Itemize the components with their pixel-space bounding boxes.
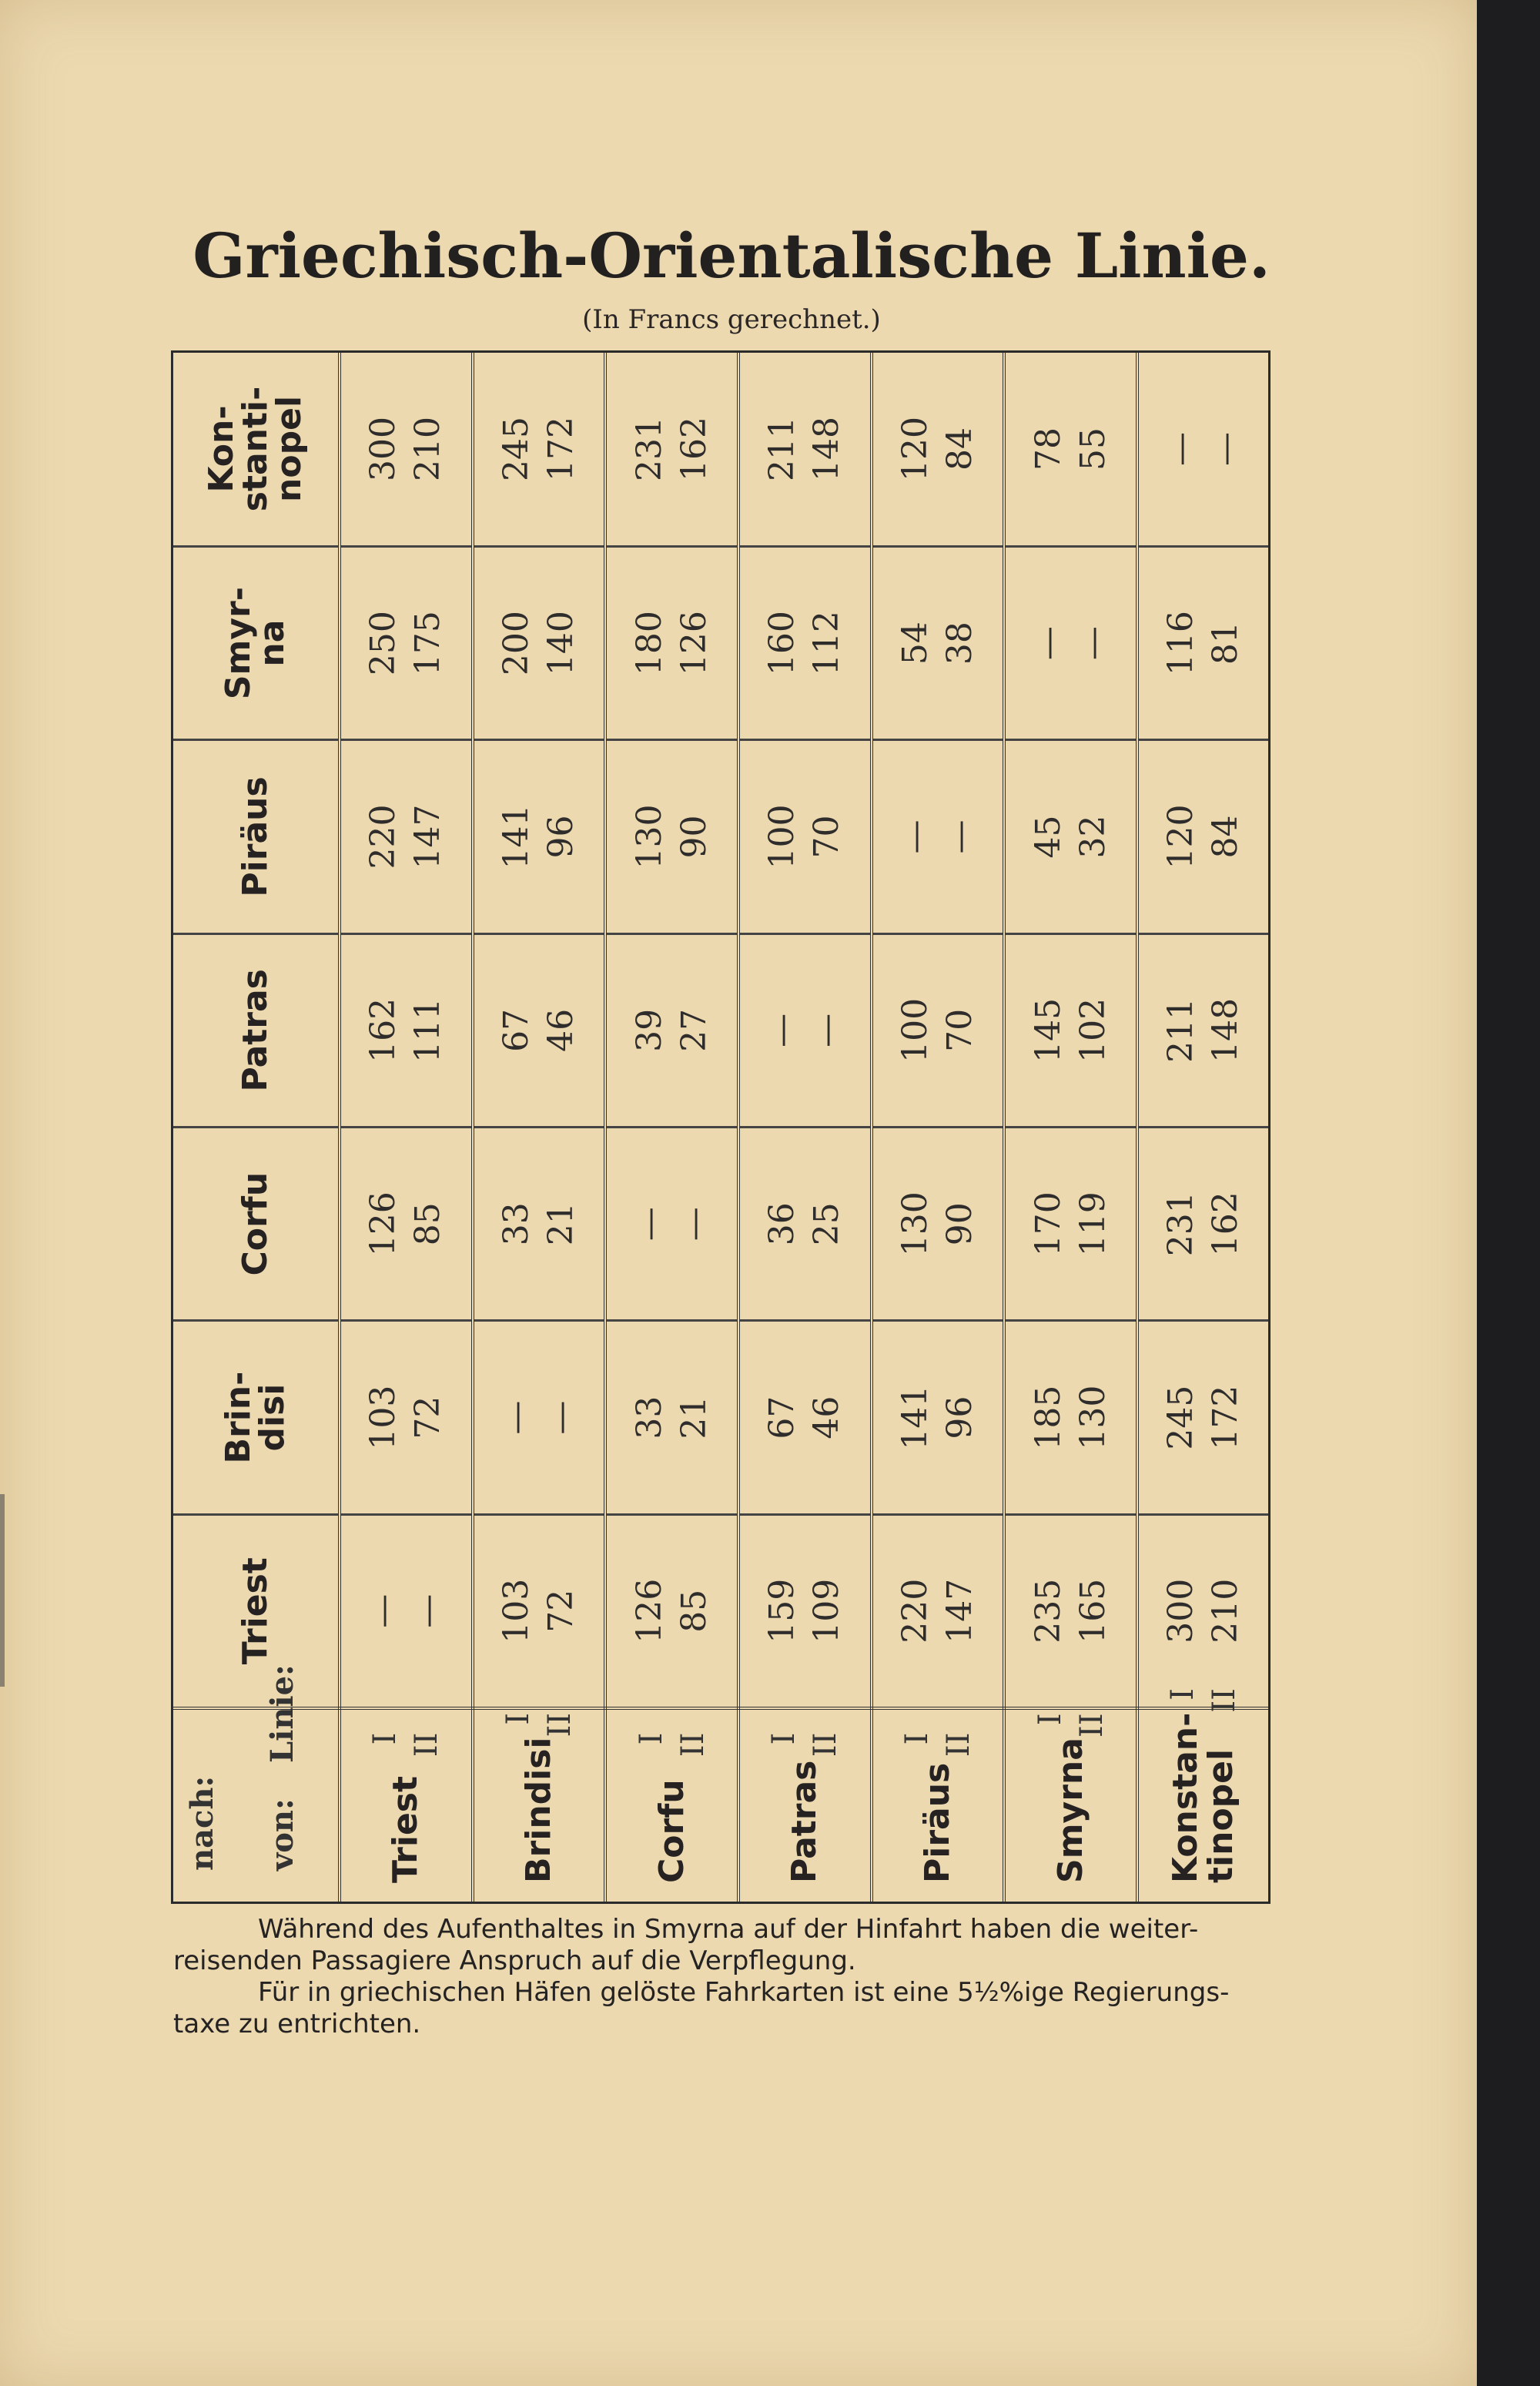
fare-cell (340, 1128, 473, 1321)
fare-cell (340, 353, 473, 546)
footnote-2: Für in griechischen Häfen gelöste Fahrkarten ist eine 5½%ige Regierungs-taxe zu entrichten. (173, 1977, 1230, 2039)
fare-class-1: 54 (896, 622, 936, 665)
fare-class-2: — (807, 1013, 847, 1047)
fare-class-1: 170 (1028, 1191, 1068, 1257)
fare-cell (1137, 353, 1268, 546)
table-row (605, 353, 738, 1902)
line-labels (763, 1710, 846, 1758)
fare-class-1: 245 (497, 416, 537, 481)
fare-class-2: — (541, 1400, 581, 1435)
fare-cell (872, 353, 1005, 546)
fare-cell (1004, 1321, 1137, 1514)
fare-class-2: 126 (674, 611, 714, 676)
fare-class-2: 147 (940, 1578, 980, 1644)
line-label: II (808, 1732, 844, 1758)
fare-class-1: — (1028, 626, 1068, 661)
fare-class-1: 211 (1161, 997, 1201, 1063)
row-label-wrap (873, 1710, 1003, 1902)
line-labels (364, 1710, 447, 1758)
line-labels (1162, 1665, 1245, 1713)
label-nach: nach: (184, 1775, 220, 1871)
fare-class-1: 160 (762, 611, 802, 676)
fare-class-1: 100 (896, 997, 936, 1063)
fare-class-1: 300 (363, 416, 403, 481)
fare-cell (340, 546, 473, 739)
fare-class-2: 25 (807, 1202, 847, 1246)
fare-class-1: 78 (1028, 427, 1068, 471)
fare-class-2: 85 (674, 1589, 714, 1633)
fare-class-2: 90 (940, 1202, 980, 1246)
table-row (872, 353, 1005, 1902)
table-header-labels (173, 1664, 340, 1902)
fare-cell (473, 933, 606, 1127)
fare-cell (340, 740, 473, 933)
page-title: Griechisch-Orientalische Linie. (192, 219, 1270, 292)
footnotes (173, 1914, 1274, 2040)
fare-cell (605, 1128, 738, 1321)
fare-class-2: 162 (1206, 1191, 1246, 1257)
fare-cell (872, 933, 1005, 1127)
fare-cell (738, 546, 872, 739)
fare-cell (1004, 546, 1137, 739)
row-label (738, 1708, 872, 1902)
fare-class-1: 45 (1028, 815, 1068, 859)
fare-class-2: 21 (674, 1396, 714, 1439)
fare-class-2: 112 (807, 611, 847, 676)
line-label: I (1165, 1688, 1201, 1701)
column-header-text: Triest (236, 1557, 275, 1665)
fare-class-2: 175 (408, 611, 448, 676)
row-label (340, 1708, 473, 1902)
fare-class-2: 172 (541, 416, 581, 481)
line-label: I (633, 1732, 669, 1745)
fare-cell (473, 546, 606, 739)
fare-class-1: 235 (1028, 1578, 1068, 1644)
fare-class-2: 162 (674, 416, 714, 481)
fare-class-1: 211 (762, 416, 802, 481)
fare-cell (1004, 740, 1137, 933)
fare-class-1: 145 (1028, 997, 1068, 1063)
fare-class-2: 84 (940, 427, 980, 471)
line-label: II (1073, 1713, 1110, 1738)
table-row (1137, 353, 1268, 1902)
fare-class-1: 220 (363, 804, 403, 870)
fare-class-2: — (408, 1593, 448, 1628)
origin-city: Smyrna (1050, 1738, 1090, 1883)
column-header (173, 546, 340, 739)
line-labels (497, 1690, 581, 1738)
fare-class-1: 141 (497, 804, 537, 870)
table-row (473, 353, 606, 1902)
fare-class-2: 148 (1206, 997, 1246, 1063)
line-label: II (941, 1732, 977, 1758)
row-label-wrap (1006, 1710, 1136, 1902)
binding-mark (0, 1494, 5, 1687)
column-header (173, 353, 340, 546)
fare-table-frame (171, 350, 1270, 1904)
row-label (605, 1708, 738, 1902)
fare-cell (1137, 546, 1268, 739)
fare-class-1: 141 (896, 1385, 936, 1450)
fare-cell (872, 1321, 1005, 1514)
fare-table (173, 353, 1268, 1902)
fare-class-1: — (762, 1013, 802, 1047)
fare-class-1: 250 (363, 611, 403, 676)
row-label (1004, 1708, 1137, 1902)
line-label: I (367, 1732, 403, 1745)
fare-class-2: 46 (807, 1396, 847, 1439)
fare-class-1: 33 (497, 1202, 537, 1246)
fare-class-2: 72 (541, 1589, 581, 1633)
fare-class-2: 130 (1073, 1385, 1113, 1450)
fare-class-2: 84 (1206, 815, 1246, 859)
fare-class-2: 210 (408, 416, 448, 481)
fare-cell (605, 1321, 738, 1514)
fare-class-2: 210 (1206, 1578, 1246, 1644)
fare-class-2: 111 (408, 997, 448, 1063)
fare-cell (738, 1514, 872, 1707)
fare-class-1: 103 (497, 1578, 537, 1644)
fare-class-1: — (629, 1207, 669, 1242)
fare-cell (340, 1321, 473, 1514)
fare-class-1: 120 (1161, 804, 1201, 870)
fare-class-2: 72 (408, 1396, 448, 1439)
fare-class-1: 159 (762, 1578, 802, 1644)
table-header-row (173, 353, 340, 1902)
fare-class-1: 39 (629, 1008, 669, 1052)
row-label (872, 1708, 1005, 1902)
fare-cell (738, 1321, 872, 1514)
fare-class-2: 27 (674, 1008, 714, 1052)
origin-city: Patras (785, 1760, 825, 1883)
column-header-text: Patras (236, 969, 275, 1092)
fare-class-1: 103 (363, 1385, 403, 1450)
fare-class-2: 70 (940, 1008, 980, 1052)
row-label (473, 1708, 606, 1902)
fare-class-2: 140 (541, 611, 581, 676)
line-labels (631, 1710, 714, 1758)
column-header-text: Corfu (236, 1171, 275, 1276)
fare-cell (872, 546, 1005, 739)
fare-class-1: 231 (1161, 1191, 1201, 1257)
fare-cell (340, 1514, 473, 1707)
fare-class-2: 38 (940, 622, 980, 665)
fare-cell (1137, 1321, 1268, 1514)
fare-cell (1137, 1128, 1268, 1321)
fare-class-2: 148 (807, 416, 847, 481)
origin-city: Piräus (918, 1762, 958, 1883)
fare-class-2: 102 (1073, 997, 1113, 1063)
fare-class-1: 33 (629, 1396, 669, 1439)
line-label: II (409, 1732, 445, 1758)
fare-class-2: 21 (541, 1202, 581, 1246)
table-body (340, 353, 1268, 1902)
row-label (1137, 1688, 1268, 1902)
column-header-text: Brin- disi (219, 1371, 292, 1464)
fare-class-2: 96 (541, 815, 581, 859)
fare-class-2: 147 (408, 804, 448, 870)
fare-class-2: 165 (1073, 1578, 1113, 1644)
label-linie: Linie: (264, 1664, 300, 1763)
fare-cell (1004, 933, 1137, 1127)
fare-class-1: — (363, 1593, 403, 1628)
fare-class-1: 180 (629, 611, 669, 676)
fare-cell (1137, 740, 1268, 933)
fare-cell (738, 1128, 872, 1321)
fare-cell (872, 740, 1005, 933)
column-header (173, 1514, 340, 1707)
fare-class-1: 130 (629, 804, 669, 870)
table-row (1004, 353, 1137, 1902)
fare-class-1: — (1161, 431, 1201, 466)
origin-city: Konstan- tinopel (1166, 1712, 1241, 1883)
fare-class-2: 46 (541, 1008, 581, 1052)
line-label: I (500, 1712, 537, 1725)
line-labels (896, 1710, 979, 1758)
column-header-text: Piräus (236, 776, 275, 897)
table-row (340, 353, 473, 1902)
fare-cell (1004, 1128, 1137, 1321)
fare-class-1: 126 (629, 1578, 669, 1644)
fare-class-2: — (940, 819, 980, 854)
column-header-text: Smyr- na (219, 586, 292, 700)
fare-table-rotated (173, 353, 1268, 1902)
fare-cell (473, 1321, 606, 1514)
line-label: II (542, 1712, 578, 1738)
line-label: II (1207, 1688, 1243, 1713)
fare-class-1: 231 (629, 416, 669, 481)
fare-class-2: 90 (674, 815, 714, 859)
line-label: I (899, 1732, 936, 1745)
fare-cell (605, 546, 738, 739)
origin-city: Triest (386, 1775, 426, 1883)
fare-class-1: 185 (1028, 1385, 1068, 1450)
fare-class-1: 67 (762, 1396, 802, 1439)
fare-class-1: 67 (497, 1008, 537, 1052)
fare-class-1: 126 (363, 1191, 403, 1257)
fare-class-2: 172 (1206, 1385, 1246, 1450)
fare-class-2: 70 (807, 815, 847, 859)
table-row (738, 353, 872, 1902)
origin-city: Brindisi (519, 1737, 559, 1883)
row-label-wrap (474, 1710, 604, 1902)
fare-class-1: 36 (762, 1202, 802, 1246)
fare-cell (473, 353, 606, 546)
fare-cell (872, 1128, 1005, 1321)
fare-class-1: 116 (1161, 611, 1201, 676)
fare-class-1: 120 (896, 416, 936, 481)
fare-cell (738, 740, 872, 933)
fare-cell (605, 353, 738, 546)
row-label-wrap (607, 1710, 737, 1902)
column-header (173, 1128, 340, 1321)
fare-class-2: — (1073, 626, 1113, 661)
fare-class-1: 130 (896, 1191, 936, 1257)
page-subtitle: (In Francs gerechnet.) (582, 304, 881, 335)
column-header (173, 1321, 340, 1514)
fare-cell (340, 933, 473, 1127)
fare-class-2: 96 (940, 1396, 980, 1439)
column-header (173, 740, 340, 933)
fare-cell (872, 1514, 1005, 1707)
fare-cell (473, 740, 606, 933)
fare-class-2: 119 (1073, 1191, 1113, 1257)
fare-class-2: — (1206, 431, 1246, 466)
fare-class-1: 220 (896, 1578, 936, 1644)
fare-class-1: 245 (1161, 1385, 1201, 1450)
fare-class-1: — (896, 819, 936, 854)
line-label: II (675, 1732, 711, 1758)
fare-cell (473, 1128, 606, 1321)
fare-cell (738, 353, 872, 546)
fare-cell (1137, 933, 1268, 1127)
fare-class-1: 100 (762, 804, 802, 870)
fare-class-2: 109 (807, 1578, 847, 1644)
fare-class-1: 200 (497, 611, 537, 676)
row-label-wrap (341, 1710, 471, 1902)
fare-cell (605, 740, 738, 933)
fare-class-2: 32 (1073, 815, 1113, 859)
column-header-text: Kon- stanti- nopel (202, 386, 309, 512)
fare-class-2: 55 (1073, 427, 1113, 471)
fare-class-1: 300 (1161, 1578, 1201, 1644)
fare-class-2: — (674, 1207, 714, 1242)
fare-cell (1004, 353, 1137, 546)
label-von: von: (264, 1798, 300, 1871)
fare-class-1: 162 (363, 997, 403, 1063)
row-label-wrap (1139, 1688, 1268, 1902)
line-labels (1029, 1690, 1113, 1738)
fare-cell (738, 933, 872, 1127)
fare-cell (473, 1514, 606, 1707)
footnote-1: Während des Aufenthaltes in Smyrna auf der Hinfahrt haben die weiter-reisenden Passagiere Anspruch auf die Verpflegung. (173, 1914, 1199, 1976)
row-label-wrap (740, 1710, 870, 1902)
fare-cell (605, 933, 738, 1127)
fare-class-2: 81 (1206, 622, 1246, 665)
fare-cell (1004, 1514, 1137, 1707)
line-label: I (766, 1732, 802, 1745)
fare-class-1: — (497, 1400, 537, 1435)
fare-cell (605, 1514, 738, 1707)
origin-city: Corfu (651, 1779, 691, 1883)
fare-class-2: 85 (408, 1202, 448, 1246)
column-header (173, 933, 340, 1127)
line-label: I (1032, 1713, 1068, 1726)
